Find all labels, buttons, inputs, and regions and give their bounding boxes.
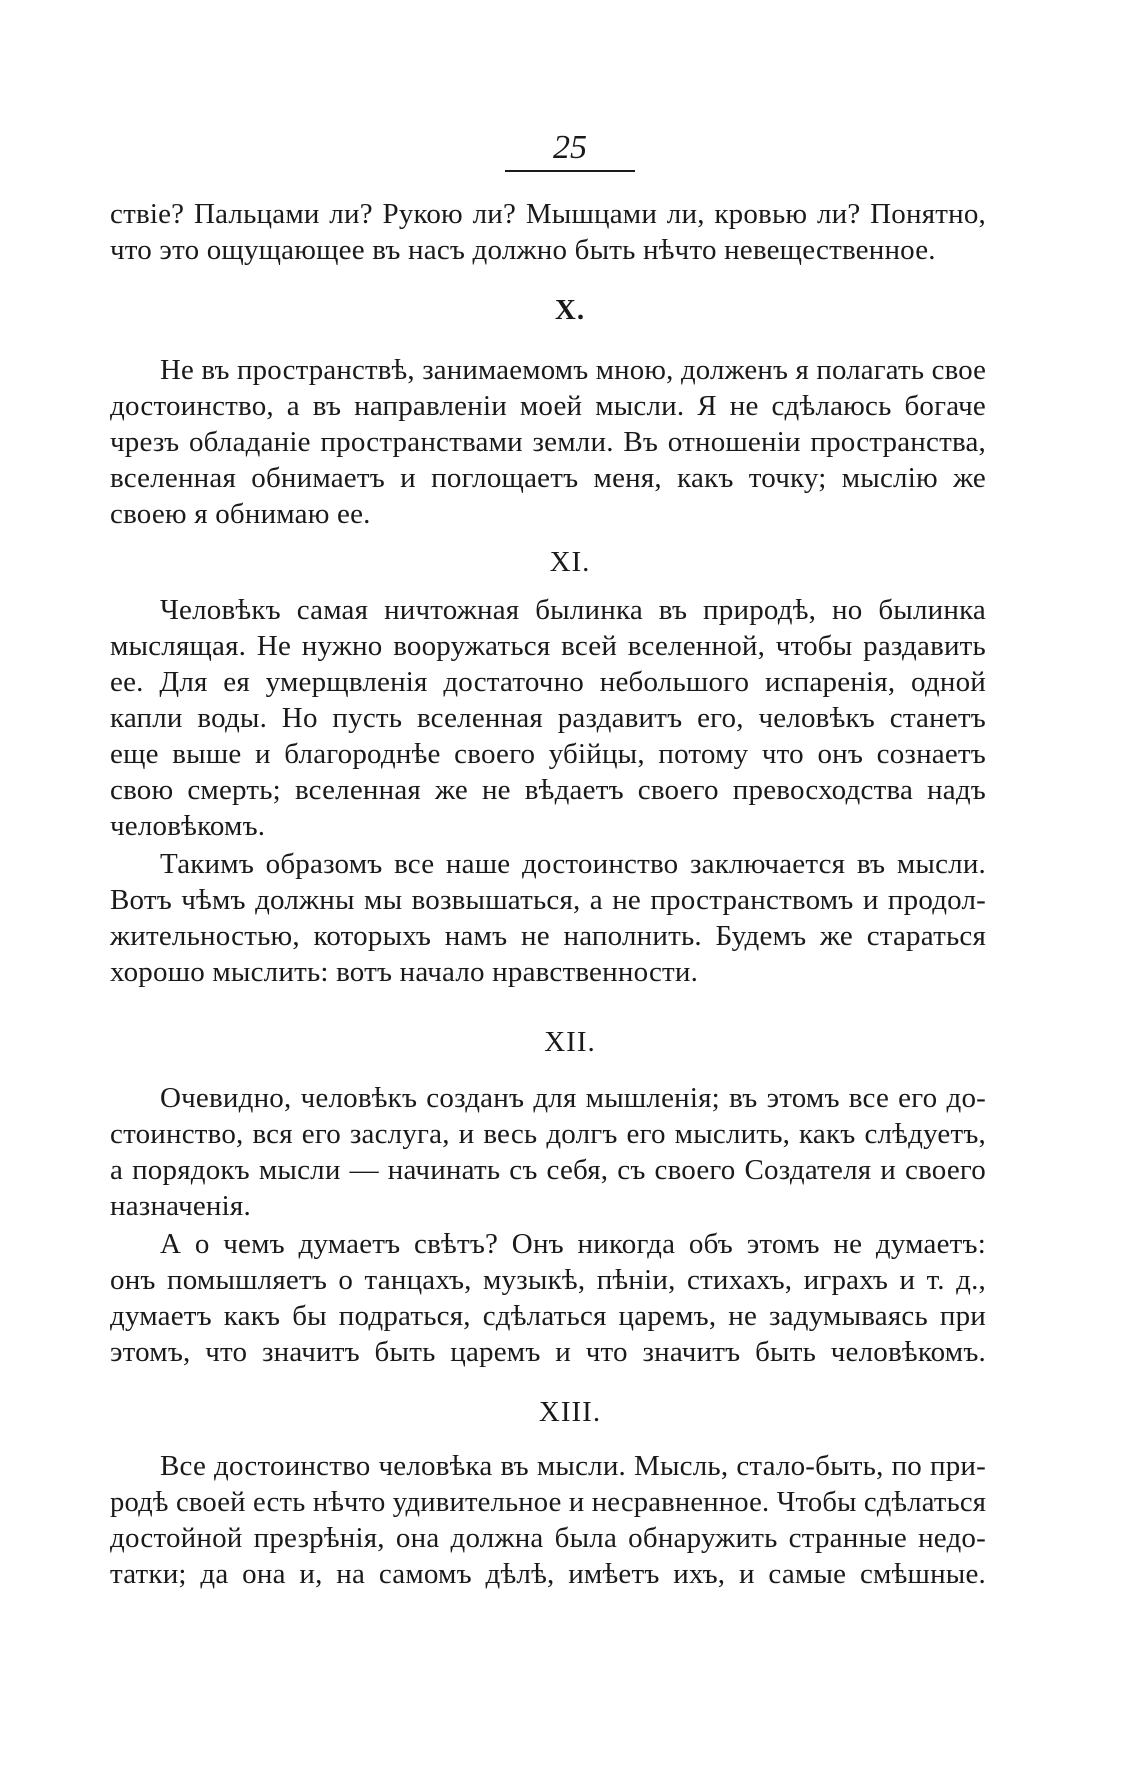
text-line: родѣ своей есть нѣчто удивительное и несравненное. Чтобы сдѣлаться	[110, 1486, 987, 1518]
text-line: онъ помышляетъ о танцахъ, музыкѣ, пѣніи, стихахъ, играхъ и т. д.,	[110, 1264, 986, 1296]
section-heading-x: X.	[554, 294, 586, 326]
text-line: а порядокъ мысли — начинать съ себя, съ своего Создателя и своего	[110, 1154, 986, 1186]
page-number-container	[0, 128, 1140, 172]
text-line: Все достоинство человѣка въ мысли. Мысль, стало-быть, по при-	[160, 1450, 986, 1482]
text-line: Такимъ образомъ все наше достоинство заключается въ мысли.	[160, 848, 986, 880]
text-line: ее. Для ея умерщвленія достаточно небольшого испаренія, одной	[110, 666, 986, 698]
text-line: достойной презрѣнія, она должна была обнаружить странные недо-	[110, 1522, 986, 1554]
text-line: думаетъ какъ бы подраться, сдѣлаться царемъ, не задумываясь при	[110, 1300, 986, 1332]
text-line: человѣкомъ.	[110, 810, 266, 842]
text-line: мыслящая. Не нужно вооружаться всей вселенной, чтобы раздавить	[110, 630, 986, 662]
text-line: чрезъ обладаніе пространствами земли. Въ отношеніи пространства,	[110, 426, 986, 458]
text-line: стоинство, вся его заслуга, и весь долгъ его мыслить, какъ слѣдуетъ,	[110, 1118, 986, 1150]
text-line: этомъ, что значитъ быть царемъ и что значитъ быть человѣкомъ.	[110, 1336, 986, 1368]
text-line: что это ощущающее въ насъ должно быть нѣчто невещественное.	[110, 234, 936, 266]
text-line: жительностью, которыхъ намъ не наполнить. Будемъ же стараться	[110, 920, 986, 952]
text-line: капли воды. Но пусть вселенная раздавитъ его, человѣкъ станетъ	[110, 702, 986, 734]
section-heading-xi: XI.	[549, 546, 591, 578]
text-line: А о чемъ думаетъ свѣтъ? Онъ никогда объ этомъ не думаетъ:	[160, 1228, 986, 1260]
section-heading-xiii: XIII.	[538, 1396, 602, 1428]
text-line: еще выше и благороднѣе своего убійцы, потому что онъ сознаетъ	[110, 738, 986, 770]
text-line: вселенная обнимаетъ и поглощаетъ меня, какъ точку; мыслію же	[110, 462, 986, 494]
text-line: Не въ пространствѣ, занимаемомъ мною, долженъ я полагать свое	[160, 354, 987, 386]
text-line: Человѣкъ самая ничтожная былинка въ природѣ, но былинка	[160, 594, 986, 626]
section-heading-xii: XII.	[544, 1026, 596, 1058]
text-line: своею я обнимаю ее.	[110, 498, 371, 530]
text-line: назначенія.	[110, 1190, 251, 1222]
page-number: 25	[505, 128, 635, 172]
text-line: ствіе? Пальцами ли? Рукою ли? Мышцами ли, кровью ли? Понятно,	[110, 198, 986, 230]
text-line: свою смерть; вселенная же не вѣдаетъ своего превосходства надъ	[110, 774, 986, 806]
text-line: Очевидно, человѣкъ созданъ для мышленія; въ этомъ все его до-	[160, 1082, 986, 1114]
text-line: достоинство, а въ направленіи моей мысли. Я не сдѣлаюсь богаче	[110, 390, 986, 422]
text-line: татки; да она и, на самомъ дѣлѣ, имѣетъ ихъ, и самые смѣшные.	[110, 1558, 986, 1590]
text-line: хорошо мыслить: вотъ начало нравственности.	[110, 956, 699, 988]
text-line: Вотъ чѣмъ должны мы возвышаться, а не пространствомъ и продол-	[110, 884, 986, 916]
